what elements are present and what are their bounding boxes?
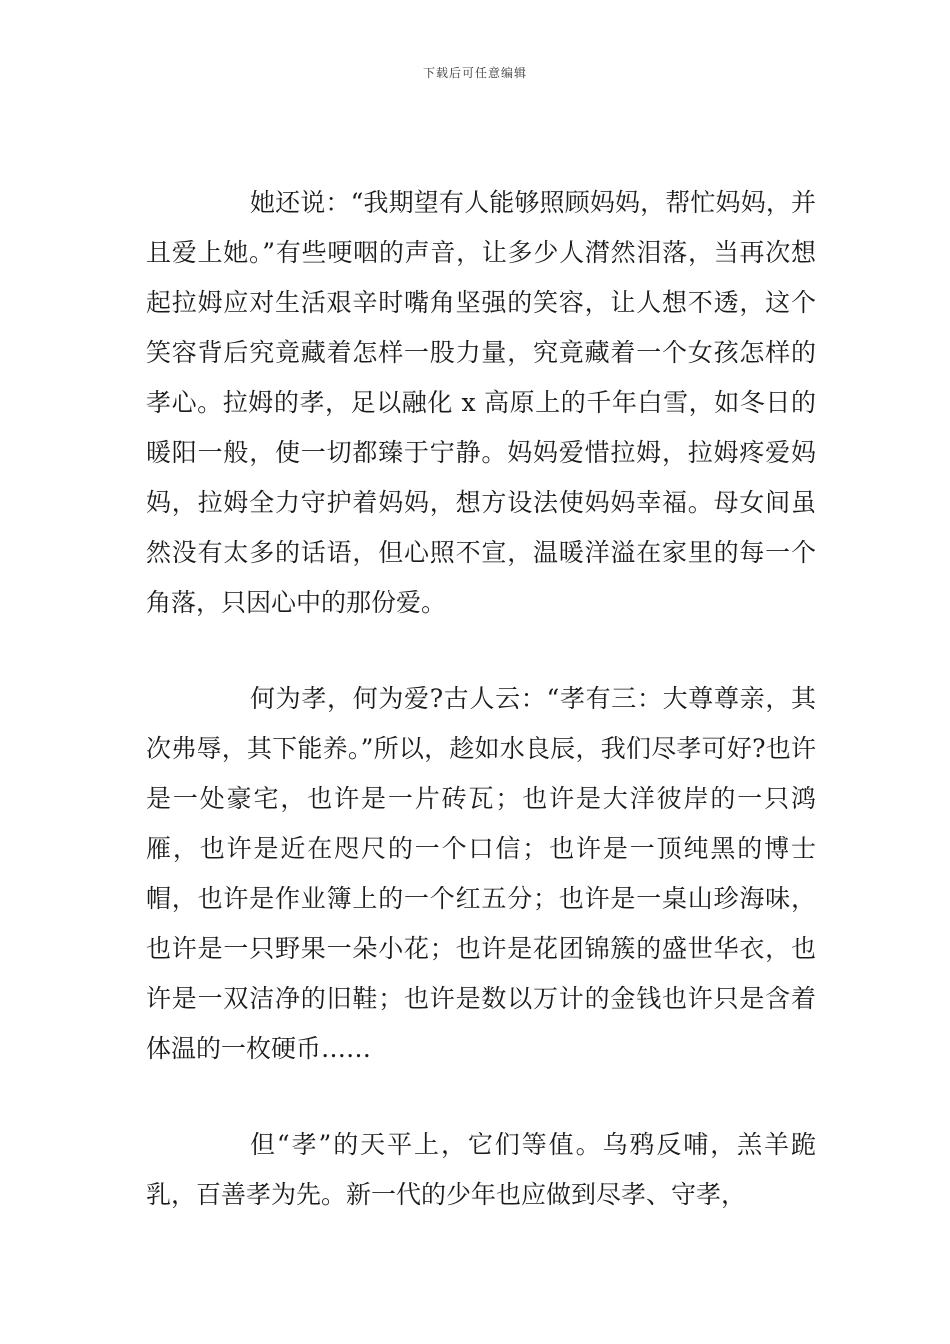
paragraph: 她还说：“我期望有人能够照顾妈妈，帮忙妈妈，并且爱上她。”有些哽咽的声音，让多少人潸然泪落，当再次想起拉姆应对生活艰辛时嘴角坚强的笑容，让人想不透，这个笑容背后究竟藏着怎样一股力量，究竟藏着一个女孩怎样的孝心。拉姆的孝，足以融化 x 高原上的千年白雪，如冬日的暖阳一般，使一切都臻于宁静。妈妈爱惜拉姆，拉姆疼爱妈妈，拉姆全力守护着妈妈，想方设法使妈妈幸福。母女间虽然没有太多的话语，但心照不宣，温暖洋溢在家里的每一个角落，只因心中的那份爱。 [146, 188, 816, 617]
paragraph-3-block [146, 1120, 816, 1220]
paragraph: 何为孝，何为爱?古人云：“孝有三：大尊尊亲，其次弗辱，其下能养。”所以，趁如水良辰，我们尽孝可好?也许是一处豪宅，也许是一片砖瓦；也许是大洋彼岸的一只鸿雁，也许是近在咫尺的一个口信；也许是一顶纯黑的博士帽，也许是作业簿上的一个红五分；也许是一桌山珍海味，也许是一只野果一朵小花；也许是花团锦簇的盛世华衣，也许是一双洁净的旧鞋；也许是数以万计的金钱也许只是含着体温的一枚硬币…… [146, 684, 816, 1063]
paragraph: 但“孝”的天平上，它们等值。乌鸦反哺，羔羊跪乳，百善孝为先。新一代的少年也应做到尽孝、守孝， [146, 1130, 816, 1209]
paragraph-1-block [146, 178, 816, 628]
header-note: 下载后可任意编辑 [422, 66, 527, 80]
paragraph-2-block [146, 674, 816, 1074]
